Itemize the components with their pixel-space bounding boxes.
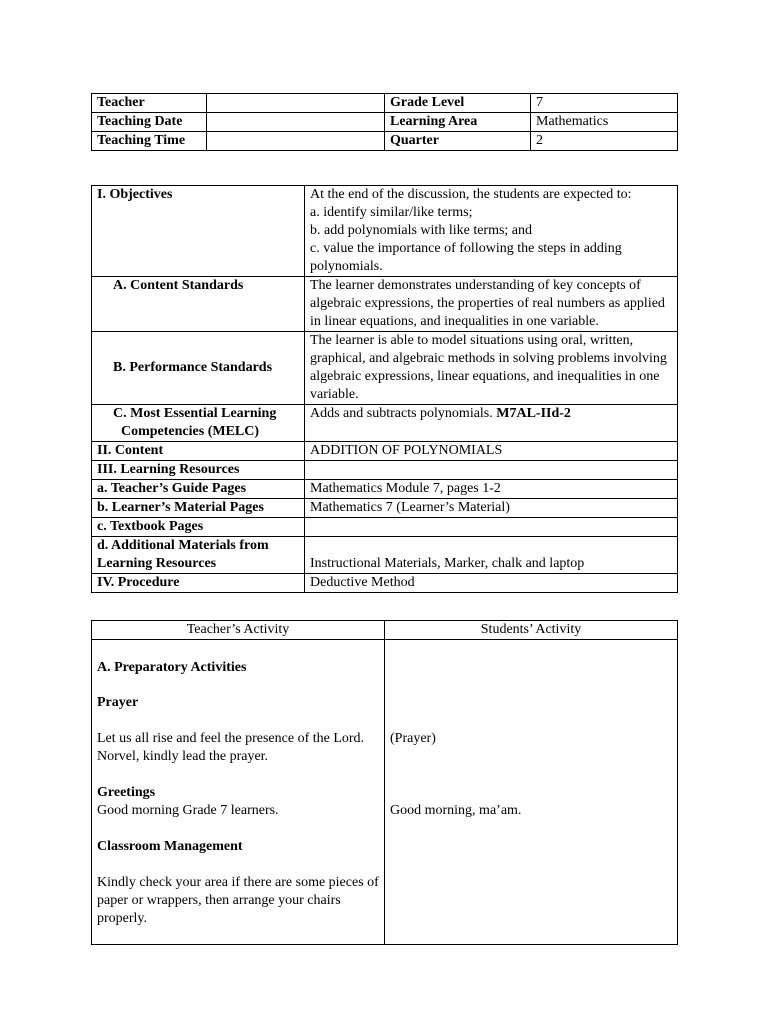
resources-label: III. Learning Resources — [92, 461, 305, 480]
grade-level-label: Grade Level — [385, 94, 531, 113]
melc-label-line1: C. Most Essential Learning — [113, 406, 277, 421]
additional-label-line1: d. Additional Materials from — [97, 538, 269, 553]
table-row — [92, 518, 678, 537]
table-row — [92, 442, 678, 461]
content-standards-text: The learner demonstrates understanding of key concepts of algebraic expressions, the properties of real numbers as applied in linear equations, and inequalities in one variable. — [305, 277, 678, 332]
melc-label — [92, 405, 305, 442]
objectives-intro: At the end of the discussion, the students are expected to: — [310, 187, 632, 202]
melc-code: M7AL-IId-2 — [496, 406, 571, 421]
table-row — [92, 574, 678, 593]
content-standards-label: A. Content Standards — [92, 277, 305, 332]
quarter-value: 2 — [531, 132, 678, 151]
lesson-plan-table — [91, 185, 678, 593]
objective-c: c. value the importance of following the steps in adding polynomials. — [310, 241, 622, 274]
table-row — [92, 113, 678, 132]
additional-materials-value: Instructional Materials, Marker, chalk and laptop — [305, 537, 678, 574]
preparatory-heading: A. Preparatory Activities — [97, 660, 247, 675]
procedure-label: IV. Procedure — [92, 574, 305, 593]
melc-label-line2: Competencies (MELC) — [121, 424, 260, 439]
quarter-label: Quarter — [385, 132, 531, 151]
student-activity-cell — [385, 640, 678, 945]
table-row — [92, 499, 678, 518]
teaching-time-label: Teaching Time — [92, 132, 207, 151]
table-row — [92, 461, 678, 480]
teacher-label: Teacher — [92, 94, 207, 113]
additional-label-line2: Learning Resources — [97, 556, 217, 571]
classroom-management-heading: Classroom Management — [97, 839, 243, 854]
melc-text: Adds and subtracts polynomials. — [310, 406, 493, 421]
objective-b: b. add polynomials with like terms; and — [310, 223, 533, 238]
learning-area-label: Learning Area — [385, 113, 531, 132]
objectives-cell — [305, 186, 678, 277]
learners-material-label: b. Learner’s Material Pages — [92, 499, 305, 518]
content-value: ADDITION OF POLYNOMIALS — [305, 442, 678, 461]
teachers-guide-value: Mathematics Module 7, pages 1-2 — [305, 480, 678, 499]
greetings-response: Good morning, ma’am. — [390, 803, 522, 818]
teachers-guide-label: a. Teacher’s Guide Pages — [92, 480, 305, 499]
table-row — [92, 186, 678, 277]
objectives-label: I. Objectives — [92, 186, 305, 277]
table-row — [92, 640, 678, 945]
teaching-date-label: Teaching Date — [92, 113, 207, 132]
procedure-value: Deductive Method — [305, 574, 678, 593]
learners-material-value: Mathematics 7 (Learner’s Material) — [305, 499, 678, 518]
prayer-heading: Prayer — [97, 695, 139, 710]
table-row — [92, 277, 678, 332]
greetings-heading: Greetings — [97, 785, 156, 800]
textbook-value — [305, 518, 678, 537]
table-row — [92, 621, 678, 640]
teacher-activity-cell — [92, 640, 385, 945]
prayer-response: (Prayer) — [390, 731, 436, 746]
table-row — [92, 537, 678, 574]
performance-standards-label: B. Performance Standards — [92, 332, 305, 405]
classroom-management-text: Kindly check your area if there are some pieces of paper or wrappers, then arrange your chairs properly. — [97, 875, 379, 926]
teacher-value — [207, 94, 385, 113]
greetings-text: Good morning Grade 7 learners. — [97, 803, 279, 818]
grade-level-value: 7 — [531, 94, 678, 113]
header-info-table — [91, 93, 678, 151]
table-row — [92, 405, 678, 442]
table-row — [92, 332, 678, 405]
content-label: II. Content — [92, 442, 305, 461]
table-row — [92, 94, 678, 113]
performance-standards-text: The learner is able to model situations using oral, written, graphical, and algebraic methods in solving problems involving algebraic expressions, linear equations, and inequalities in one variable. — [305, 332, 678, 405]
activities-table — [91, 620, 678, 945]
table-row — [92, 480, 678, 499]
prayer-text: Let us all rise and feel the presence of the Lord. Norvel, kindly lead the prayer. — [97, 731, 365, 764]
melc-cell — [305, 405, 678, 442]
table-row — [92, 132, 678, 151]
objective-a: a. identify similar/like terms; — [310, 205, 473, 220]
textbook-label: c. Textbook Pages — [92, 518, 305, 537]
resources-value — [305, 461, 678, 480]
learning-area-value: Mathematics — [531, 113, 678, 132]
teaching-date-value — [207, 113, 385, 132]
teacher-activity-header: Teacher’s Activity — [92, 621, 385, 640]
teaching-time-value — [207, 132, 385, 151]
additional-materials-label — [92, 537, 305, 574]
student-activity-header: Students’ Activity — [385, 621, 678, 640]
